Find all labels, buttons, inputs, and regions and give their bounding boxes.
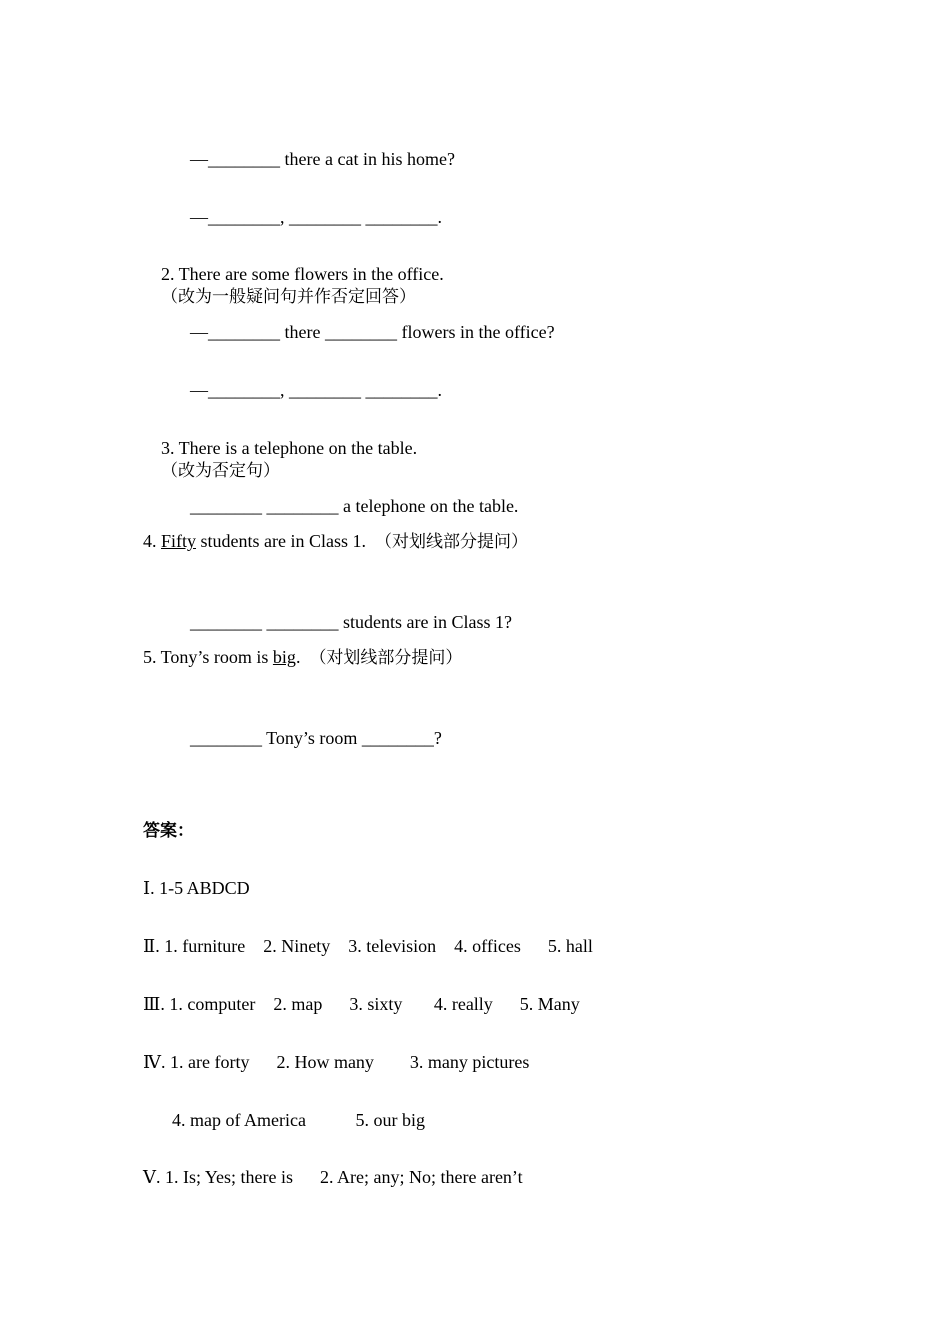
q3-prompt: 3. There is a telephone on the table. （改为否定句） [161, 438, 418, 481]
q2-instruction: （改为一般疑问句并作否定回答） [161, 287, 416, 307]
q2-prompt: 2. There are some flowers in the office. （改为一般疑问句并作否定回答） [161, 264, 444, 307]
q5-answer-line: ________ Tony’s room ________? [190, 728, 442, 748]
q4-answer-line: ________ ________ students are in Class 1? [190, 612, 512, 632]
q4-underlined-word: Fifty [161, 531, 197, 551]
q5-instruction: （对划线部分提问） [309, 648, 463, 668]
roman-numeral: Ⅲ. [143, 994, 165, 1014]
q2-question-line: —________ there ________ flowers in the office? [190, 322, 555, 342]
q5-underlined-word: big [272, 647, 296, 667]
answer-row: Ⅰ. 1-5 ABDCD [143, 878, 250, 898]
q4-instruction: （对划线部分提问） [375, 532, 528, 552]
roman-numeral: Ⅱ. [143, 936, 160, 956]
roman-numeral: Ⅴ. [143, 1167, 161, 1187]
q3-answer-line: ________ ________ a telephone on the table. [190, 496, 519, 516]
q3-instruction: （改为否定句） [161, 461, 280, 481]
q4-prompt: 4. Fifty students are in Class 1. （对划线部分提问） [143, 531, 528, 552]
q2-answer-line: —________, ________ ________. [190, 380, 442, 400]
answers-heading: 答案： [143, 821, 194, 841]
q5-prompt: 5. Tony’s room is big. （对划线部分提问） [143, 647, 463, 668]
roman-numeral: Ⅳ. [143, 1052, 166, 1072]
roman-numeral: Ⅰ. [143, 878, 155, 898]
q1-question-line: —________ there a cat in his home? [190, 149, 455, 169]
answer-row: Ⅲ. 1. computer 2. map 3. sixty 4. really 5. Many [143, 994, 580, 1014]
answer-row: Ⅱ. 1. furniture 2. Ninety 3. television 4. offices 5. hall [143, 936, 593, 956]
q1-answer-line: —________, ________ ________. [190, 207, 442, 227]
answer-row-continuation: 4. map of America 5. our big [172, 1110, 425, 1130]
answer-row: Ⅳ. 1. are forty 2. How many 3. many pictures [143, 1052, 530, 1072]
answer-row: Ⅴ. 1. Is; Yes; there is 2. Are; any; No; there aren’t [143, 1167, 523, 1187]
